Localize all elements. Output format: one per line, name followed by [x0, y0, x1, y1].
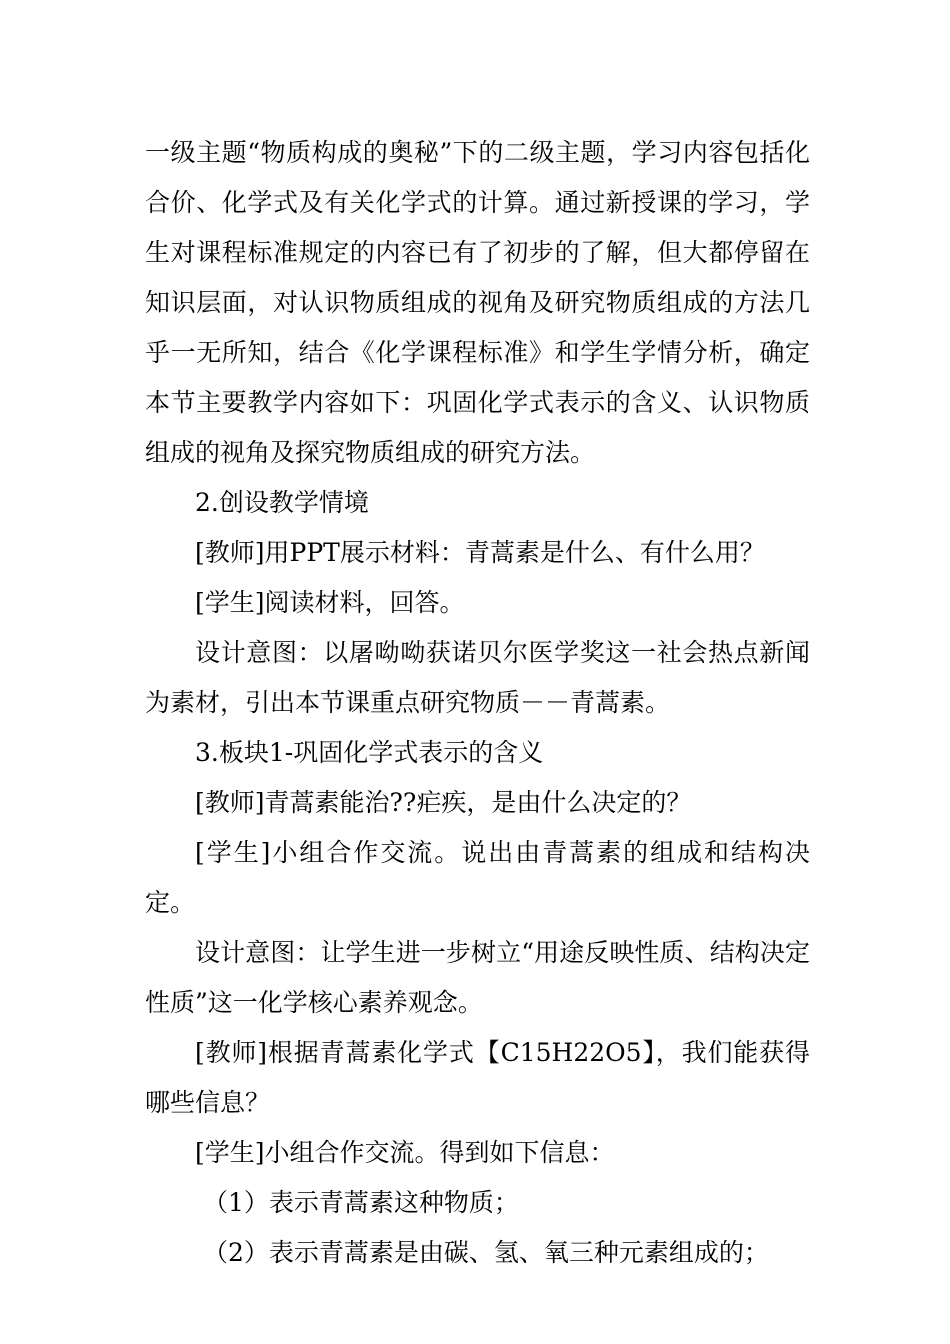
paragraph-student-1: [学生]阅读材料，回答。	[195, 588, 465, 617]
paragraph-design-intent-1: 设计意图：以屠呦呦获诺贝尔医学奖这一社会热点新闻为素材，引出本节课重点研究物质－－青蒿素。	[145, 638, 810, 717]
section-heading-2: 2.创设教学情境	[195, 488, 369, 517]
paragraph-intro: 一级主题“物质构成的奥秘”下的二级主题，学习内容包括化合价、化学式及有关化学式的计算。通过新授课的学习，学生对课程标准规定的内容已有了初步的了解，但大都停留在知识层面，对认识物质组成的视角及研究物质组成的方法几乎一无所知，结合《化学课程标准》和学生学情分析，确定本节主要教学内容如下：巩固化学式表示的含义、认识物质组成的视角及探究物质组成的研究方法。	[145, 138, 810, 467]
document-body	[145, 128, 810, 1278]
section-heading-3: 3.板块1-巩固化学式表示的含义	[195, 738, 544, 767]
paragraph-teacher-2: [教师]青蒿素能治??疟疾，是由什么决定的？	[195, 788, 692, 817]
list-item-1: （1）表示青蒿素这种物质；	[203, 1188, 519, 1217]
list-item-2: （2）表示青蒿素是由碳、氢、氧三种元素组成的；	[203, 1238, 769, 1267]
paragraph-teacher-1: [教师]用PPT展示材料：青蒿素是什么、有什么用？	[195, 538, 765, 567]
paragraph-teacher-3: [教师]根据青蒿素化学式【C15H22O5】，我们能获得哪些信息？	[145, 1038, 810, 1117]
paragraph-design-intent-2: 设计意图：让学生进一步树立“用途反映性质、结构决定性质”这一化学核心素养观念。	[145, 938, 810, 1017]
paragraph-student-2: [学生]小组合作交流。说出由青蒿素的组成和结构决定。	[145, 838, 810, 917]
paragraph-student-3: [学生]小组合作交流。得到如下信息：	[195, 1138, 615, 1167]
